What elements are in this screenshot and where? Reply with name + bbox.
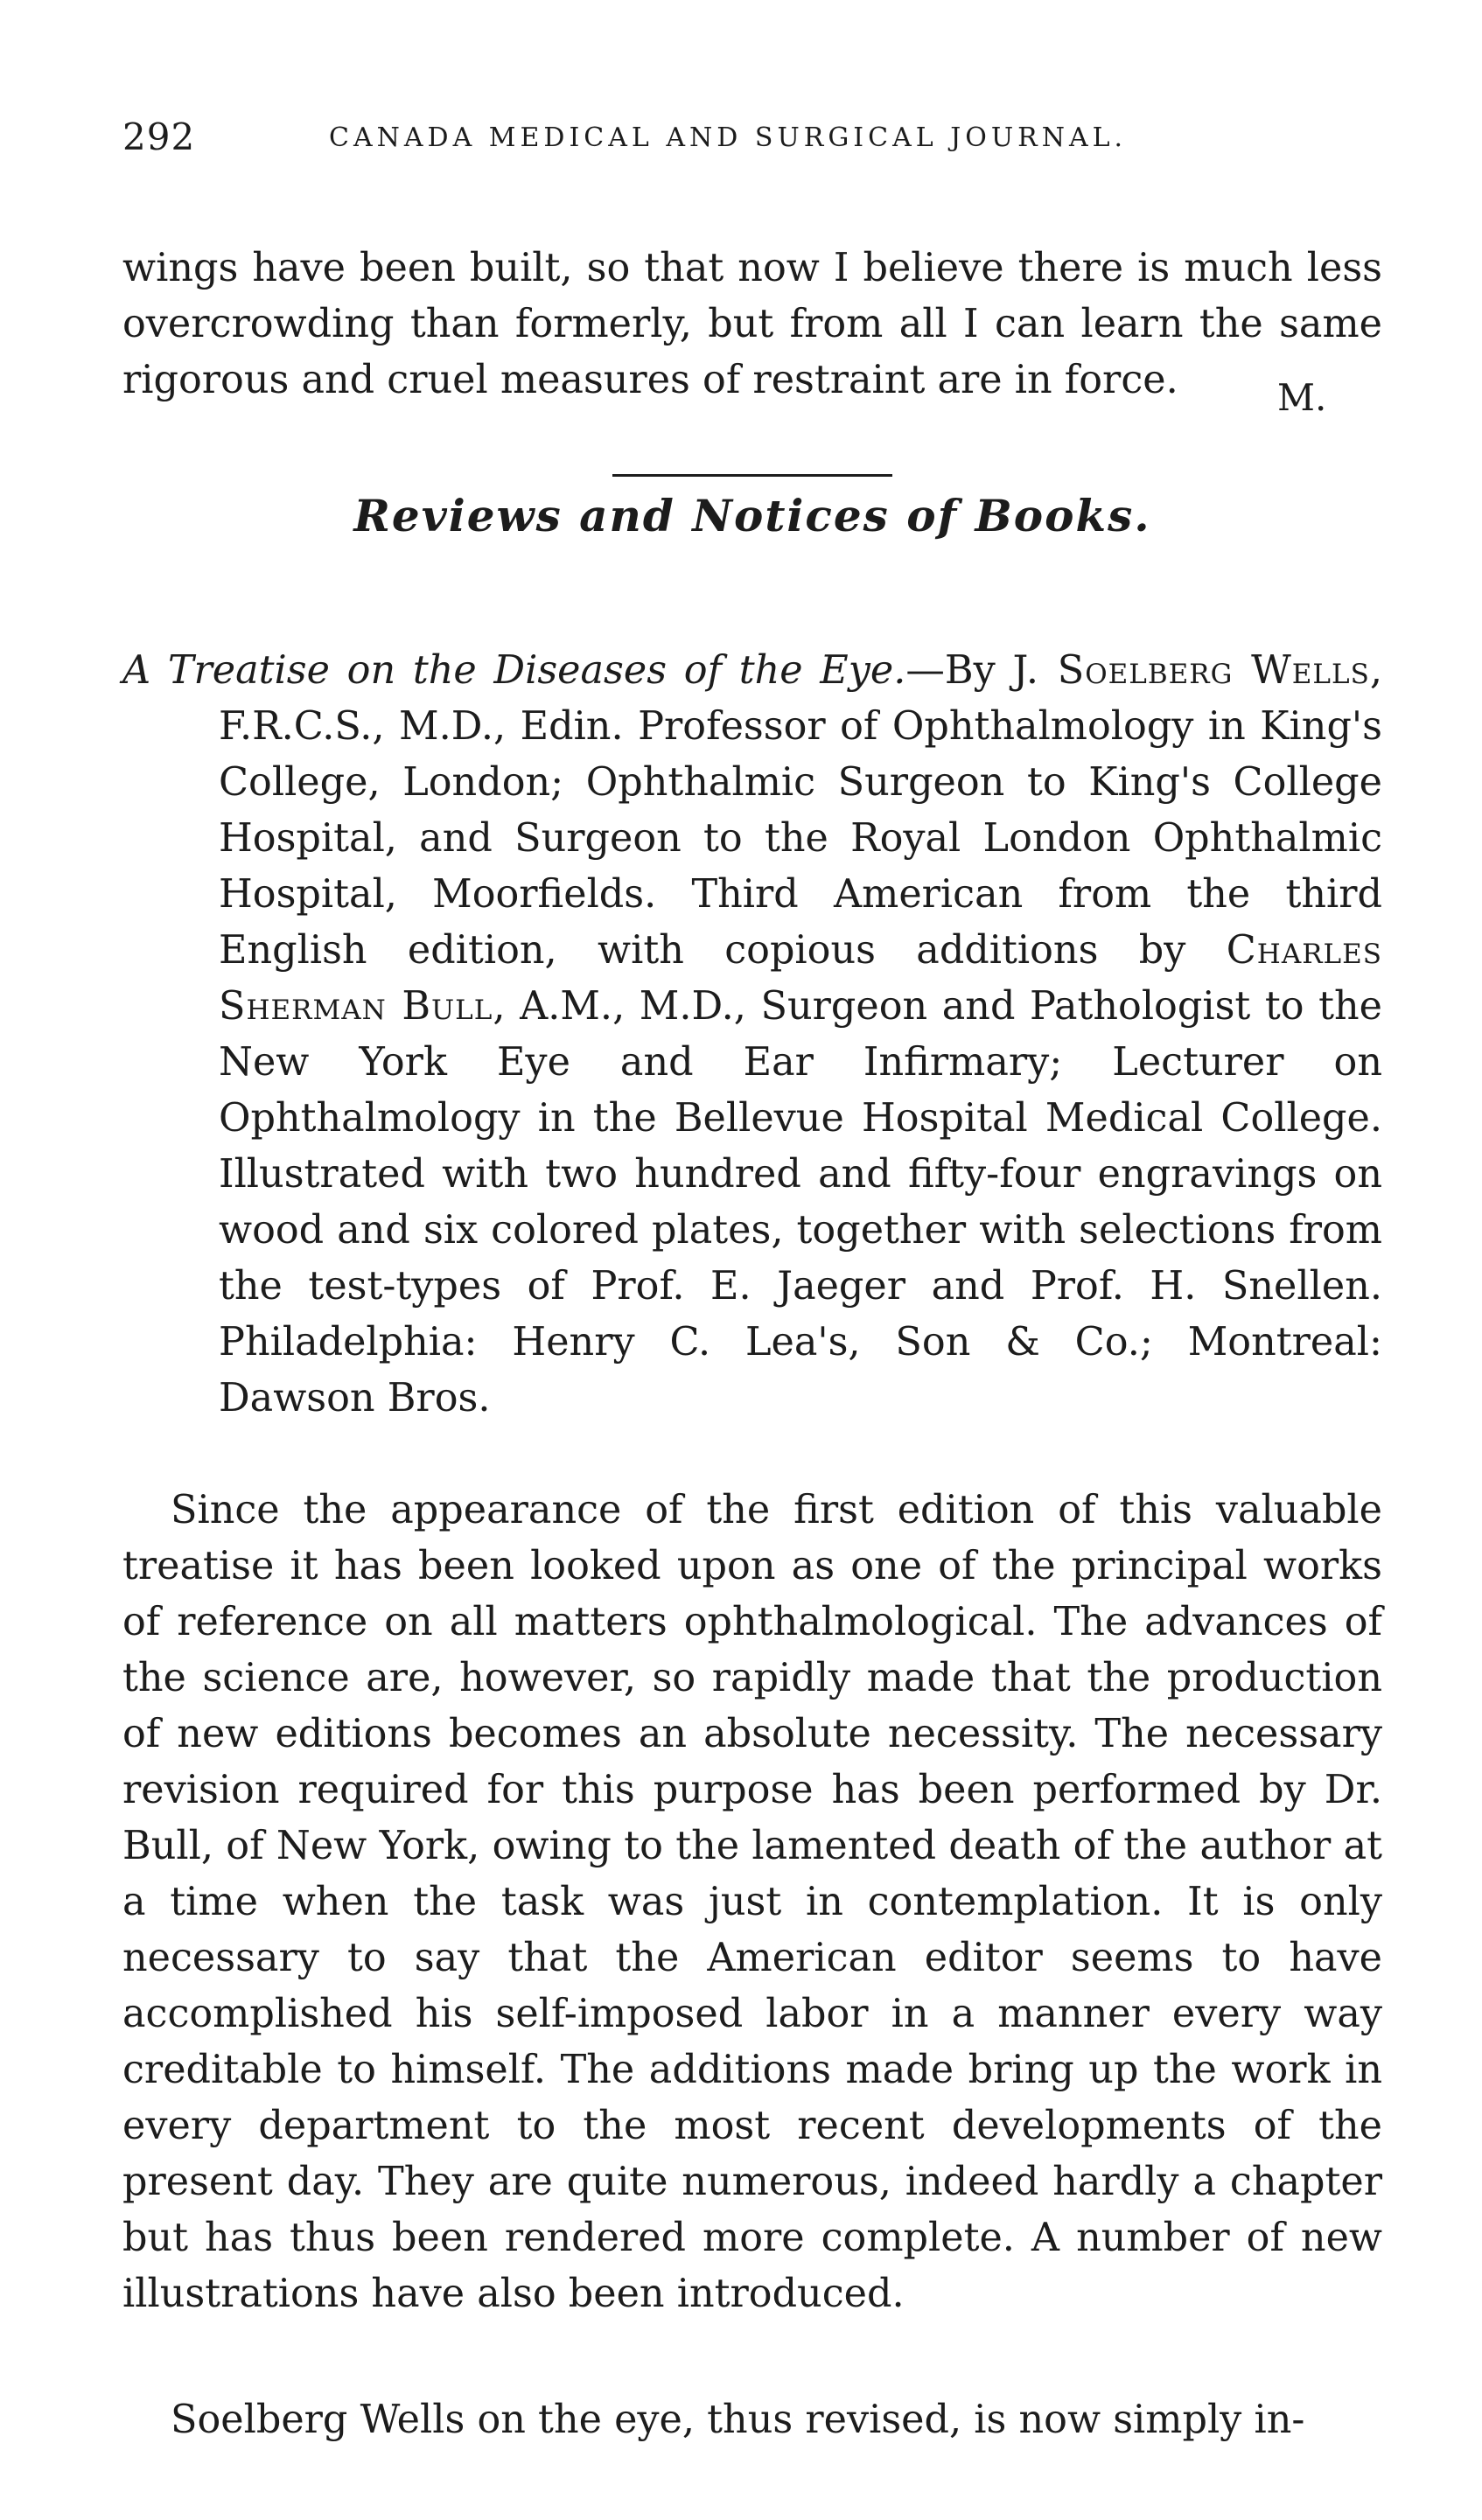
review-paragraph-2: Soelberg Wells on the eye, thus revised, is now simply in- [171,2397,1305,2442]
running-head [122,115,1382,168]
book-title: A Treatise on the Diseases of the Eye. [122,647,906,693]
book-notice [122,643,1382,1427]
section-divider [612,474,892,477]
journal-title: CANADA MEDICAL AND SURGICAL JOURNAL. [329,122,1128,153]
section-heading: Reviews and Notices of Books. [353,490,1151,541]
signature: M. [1277,376,1327,419]
review-paragraph-1: Since the appearance of the first edition of this valuable treatise it has been looked upon as one of the principal works of reference on all matters ophthalmological. The advances of the science are, however, so rapidly made that the production of new editions becomes an absolute necessity. The necessary revision required for this purpose has been performed by Dr. Bull, of New York, owing to the lamented death of the author at a time when the task was just in contemplation. It is only necessary to say that the American editor seems to have accomplished his self-imposed labor in a manner every way creditable to himself. The additions made bring up the work in every department to the most recent developments of the present day. They are quite numerous, indeed hardly a chapter but has thus been rendered more complete. A number of new illustrations have also been introduced. [122,1487,1382,2316]
page-number: 292 [122,115,196,158]
book-editor: Charles Sherman Bull [219,927,1382,1029]
book-author-details: , F.R.C.S., M.D., Edin. Professor of Ophthalmology in King's College, London; Ophthalmic Surgeon to King's College Hospital, and Surgeon to the Royal London Ophthalmic Hospital, Moorfields. Third American from the third English edition, with copious additions by [219,647,1382,973]
book-editor-details: , A.M., M.D., Surgeon and Pathologist to the New York Eye and Ear Infirmary; Lecturer on Ophthalmology in the Bellevue Hospital Medical College. Illustrated with two hundred and fifty-four engravings on wood and six colored plates, together with selections from the test-types of Prof. E. Jaeger and Prof. H. Snellen. Philadelphia: Henry C. Lea's, Son & Co.; Montreal: Dawson Bros. [219,983,1383,1421]
book-by: —By [905,647,1013,693]
continuation-paragraph: wings have been built, so that now I believe there is much less overcrowding than formerly, but from all I can learn the same rigorous and cruel measures of restraint are in force. [122,245,1382,402]
book-author: J. Soelberg Wells [1012,647,1370,693]
